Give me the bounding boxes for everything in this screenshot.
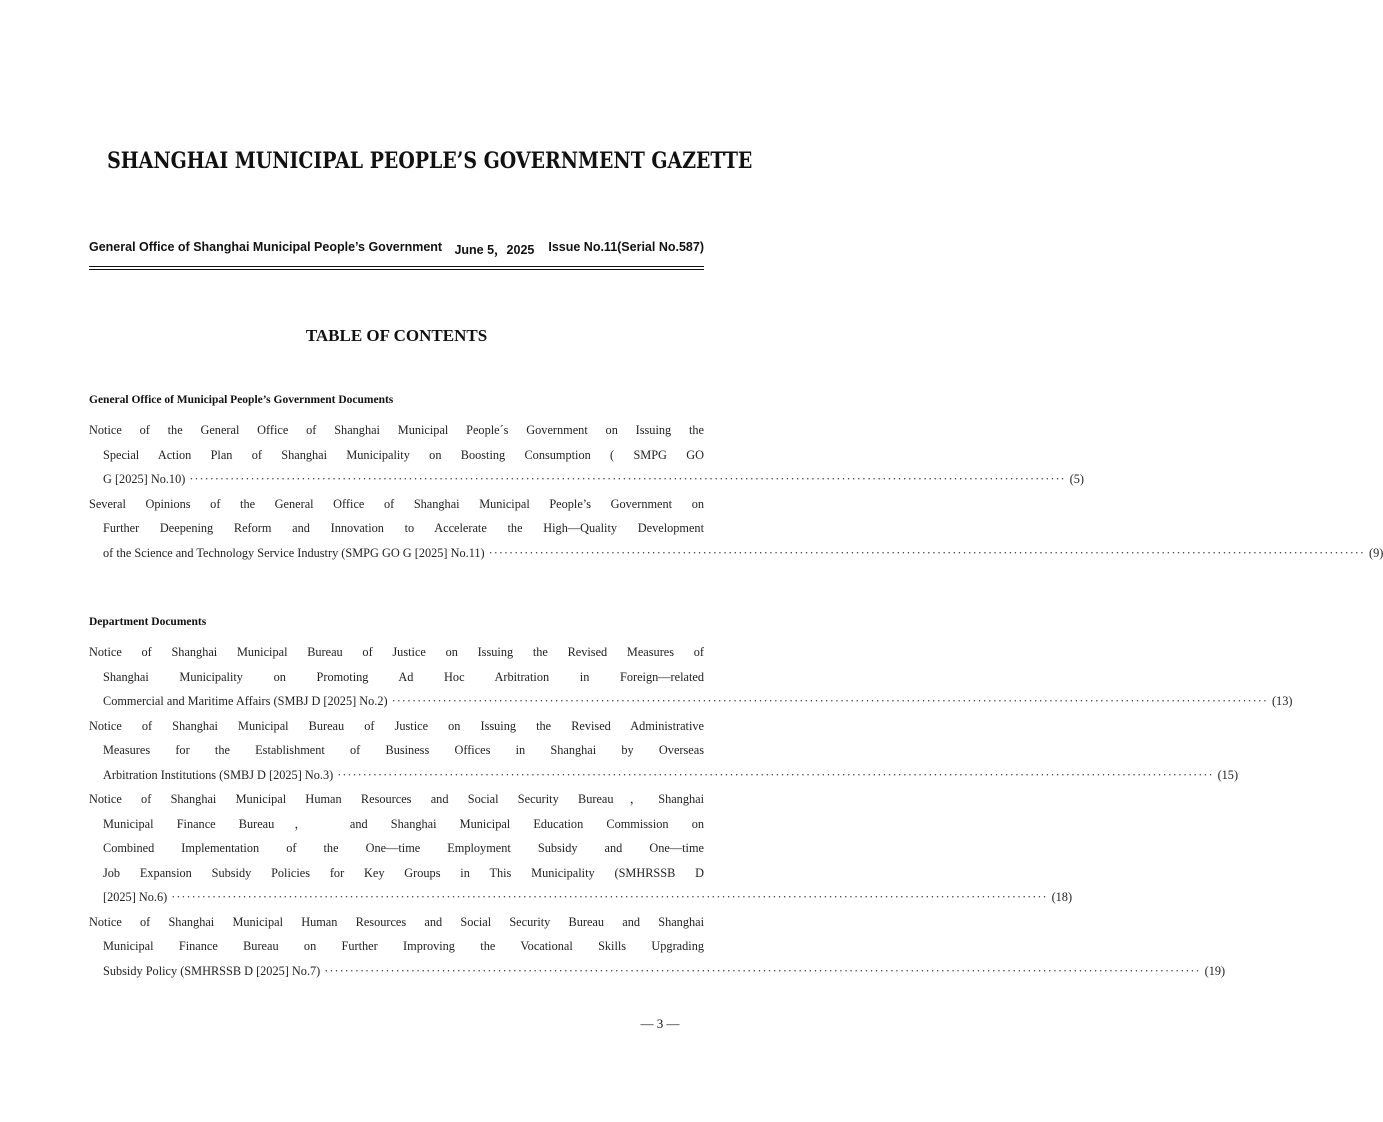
- leader-dots: ············································································································································································: [488, 545, 1365, 560]
- entry-line: Subsidy Policy (SMHRSSB D [2025] No.7): [103, 963, 321, 978]
- entry-line: Notice of Shanghai Municipal Human Resources and Social Security Bureau，Shanghai: [89, 792, 704, 806]
- issue-date-and-number: [454, 240, 704, 258]
- entry-line: Municipal Finance Bureau， and Shanghai Municipal Education Commission on: [103, 816, 704, 831]
- leader-dots: ············································································································································································: [189, 472, 1066, 486]
- section-heading: Department Documents: [89, 616, 207, 628]
- section-heading: General Office of Municipal People’s Government Documents: [89, 394, 394, 406]
- issue-info-line: [89, 240, 704, 258]
- entry-line: Notice of Shanghai Municipal Bureau of Justice on Issuing the Revised Measures of: [89, 645, 704, 659]
- toc-entry[interactable]: [89, 787, 1073, 910]
- toc-title: TABLE OF CONTENTS: [305, 326, 488, 345]
- entry-last-line: [89, 689, 1293, 714]
- entry-line: Shanghai Municipality on Promoting Ad Hoc Arbitration in Foreign—related: [103, 669, 704, 684]
- entry-page: (5): [1069, 472, 1084, 486]
- entry-line: Combined Implementation of the One—time Employment Subsidy and One—time: [103, 841, 704, 855]
- entry-page: (18): [1051, 890, 1073, 904]
- entry-line: Notice of Shanghai Municipal Human Resources and Social Security Bureau and Shanghai: [89, 914, 704, 929]
- gazette-title: SHANGHAI MUNICIPAL PEOPLE’S GOVERNMENT GAZETTE: [107, 148, 753, 174]
- entry-line: Commercial and Maritime Affairs (SMBJ D [2025] No.2): [103, 694, 388, 708]
- leader-dots: ············································································································································································: [337, 767, 1214, 782]
- entry-last-line: [89, 467, 1084, 492]
- entry-line: Further Deepening Reform and Innovation to Accelerate the High—Quality Development: [103, 521, 704, 535]
- entry-line: Measures for the Establishment of Business Offices in Shanghai by Overseas: [103, 743, 704, 757]
- header-rule-bottom: [89, 269, 704, 270]
- toc-entry[interactable]: [89, 910, 1226, 984]
- entry-line: Special Action Plan of Shanghai Municipality on Boosting Consumption ( SMPG GO: [103, 447, 704, 462]
- toc-entry[interactable]: [89, 418, 1084, 492]
- header-rule-top: [89, 266, 704, 267]
- entry-line: of the Science and Technology Service Industry (SMPG GO G [2025] No.11): [103, 545, 485, 560]
- issue-number: Issue No.11(Serial No.587): [548, 240, 704, 254]
- entry-page: (13): [1271, 694, 1293, 708]
- page-number: — 3 —: [640, 1016, 680, 1031]
- entry-line: Notice of Shanghai Municipal Bureau of Justice on Issuing the Revised Administrative: [89, 718, 704, 733]
- entry-line: Notice of the General Office of Shanghai Municipal People´s Government on Issuing the: [89, 423, 704, 437]
- leader-dots: ············································································································································································: [391, 694, 1268, 708]
- entry-line: Arbitration Institutions (SMBJ D [2025] No.3): [103, 767, 334, 782]
- leader-dots: ············································································································································································: [171, 890, 1048, 904]
- toc-entry[interactable]: [89, 492, 1383, 566]
- entry-page: (19): [1204, 963, 1226, 978]
- toc-entry[interactable]: [89, 640, 1293, 714]
- entry-line: Job Expansion Subsidy Policies for Key Groups in This Municipality (SMHRSSB D: [103, 865, 704, 880]
- entry-last-line: [89, 763, 1239, 788]
- issuer: General Office of Shanghai Municipal People’s Government: [89, 240, 443, 254]
- entry-page: (9): [1368, 545, 1383, 560]
- entry-line: G [2025] No.10): [103, 472, 186, 486]
- toc-section-general-office: [89, 392, 1383, 565]
- entry-last-line: [89, 541, 1383, 566]
- entry-line: Municipal Finance Bureau on Further Improving the Vocational Skills Upgrading: [103, 939, 704, 953]
- entry-last-line: [89, 959, 1226, 984]
- toc-entry[interactable]: [89, 714, 1239, 788]
- entry-line: Several Opinions of the General Office of Shanghai Municipal People’s Government on: [89, 496, 704, 511]
- leader-dots: ············································································································································································: [324, 963, 1201, 978]
- entry-line: [2025] No.6): [103, 890, 168, 904]
- toc-section-department: [89, 614, 1293, 983]
- entry-page: (15): [1217, 767, 1239, 782]
- issue-date: June 5，2025: [454, 243, 535, 257]
- entry-last-line: [89, 885, 1073, 910]
